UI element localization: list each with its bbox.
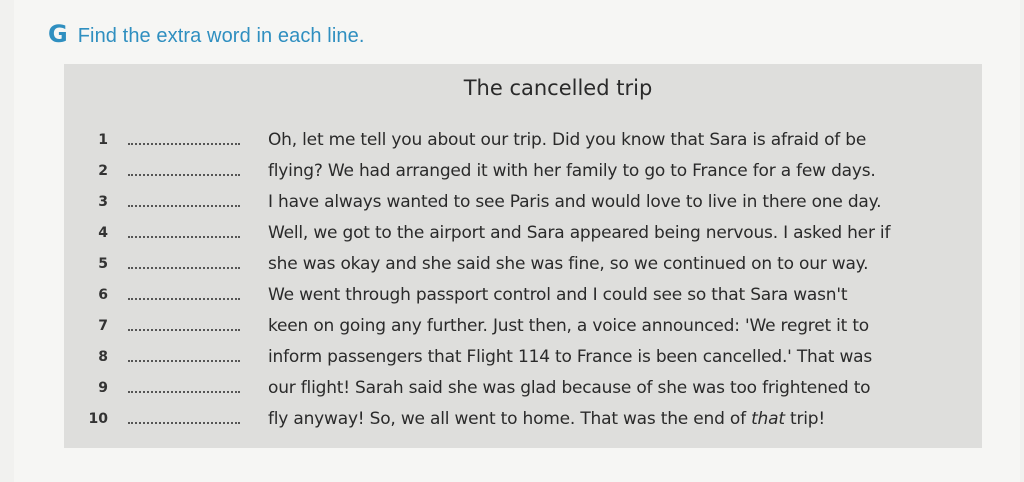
- passage-line: [64, 248, 982, 279]
- passage-line: [64, 124, 982, 155]
- passage-line: [64, 186, 982, 217]
- answer-blank[interactable]: [128, 174, 240, 176]
- line-text: our flight! Sarah said she was glad because of she was too frightened to: [268, 377, 871, 398]
- passage-line: [64, 341, 982, 372]
- passage-box: [64, 64, 982, 448]
- line-number: 5: [98, 255, 108, 272]
- line-number: 8: [98, 348, 108, 365]
- line-number: 4: [98, 224, 108, 241]
- passage-line: [64, 279, 982, 310]
- line-text-start: fly anyway! So, we all went to home. That was the end of: [268, 408, 752, 429]
- answer-blank[interactable]: [128, 298, 240, 300]
- line-text: I have always wanted to see Paris and would love to live in there one day.: [268, 191, 882, 212]
- passage-lines: [64, 124, 982, 434]
- passage-line: [64, 310, 982, 341]
- line-number: 9: [98, 379, 108, 396]
- line-text: Oh, let me tell you about our trip. Did you know that Sara is afraid of be: [268, 129, 867, 150]
- line-number: 1: [98, 131, 108, 148]
- line-text-end: trip!: [784, 408, 826, 429]
- line-text: inform passengers that Flight 114 to France is been cancelled.' That was: [268, 346, 873, 367]
- line-number: 3: [98, 193, 108, 210]
- answer-blank[interactable]: [128, 360, 240, 362]
- passage-line: [64, 403, 982, 434]
- answer-blank[interactable]: [128, 143, 240, 145]
- line-number: 6: [98, 286, 108, 303]
- passage-line: [64, 155, 982, 186]
- exercise-instruction: Find the extra word in each line.: [77, 25, 365, 47]
- line-number: 10: [88, 410, 108, 427]
- answer-blank[interactable]: [128, 236, 240, 238]
- line-text-emphasis: that: [751, 408, 785, 429]
- passage-line: [64, 372, 982, 403]
- worksheet-page: [14, 0, 1020, 482]
- line-text: We went through passport control and I could see so that Sara wasn't: [268, 284, 848, 305]
- passage-line: [64, 217, 982, 248]
- answer-blank[interactable]: [128, 391, 240, 393]
- answer-blank[interactable]: [128, 205, 240, 207]
- passage-title: The cancelled trip: [463, 76, 653, 100]
- line-text: Well, we got to the airport and Sara appeared being nervous. I asked her if: [268, 222, 891, 243]
- answer-blank[interactable]: [128, 422, 240, 424]
- line-text: keen on going any further. Just then, a voice announced: 'We regret it to: [268, 315, 870, 336]
- answer-blank[interactable]: [128, 267, 240, 269]
- line-text: flying? We had arranged it with her family to go to France for a few days.: [268, 160, 876, 181]
- exercise-heading: [48, 20, 365, 48]
- line-number: 2: [98, 162, 108, 179]
- answer-blank[interactable]: [128, 329, 240, 331]
- line-number: 7: [98, 317, 108, 334]
- line-text: [268, 409, 825, 429]
- line-text: she was okay and she said she was fine, so we continued on to our way.: [268, 253, 869, 274]
- section-letter: G: [48, 20, 68, 48]
